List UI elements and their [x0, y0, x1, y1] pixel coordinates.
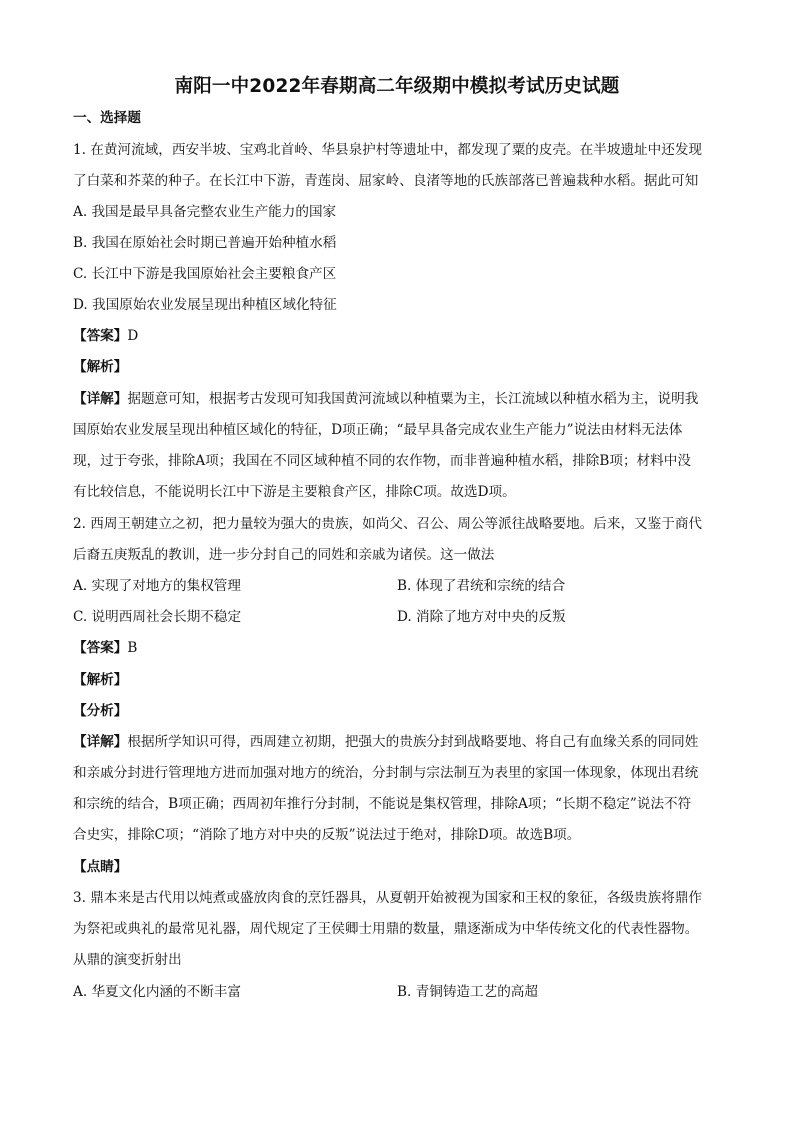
- detail-label: 【详解】: [73, 391, 128, 407]
- answer-label: 【答案】: [73, 640, 128, 656]
- q1-option-d: D. 我国原始农业发展呈现出种植区域化特征: [73, 297, 337, 313]
- q2-analysis-label: 【解析】: [73, 672, 128, 688]
- q3-stem-line-3: 从鼎的演变折射出: [73, 952, 182, 968]
- page-title: 南阳一中2022年春期高二年级期中模拟考试历史试题: [174, 76, 620, 97]
- detail-text: 根据所学知识可得，西周建立初期，把强大的贵族分封到战略要地、将自己有血缘关系的同同姓: [127, 734, 699, 750]
- q3-stem-line-1: 3. 鼎本来是古代用以炖煮或盛放肉食的烹饪器具，从夏朝开始被视为国家和王权的象征，各级贵族将鼎作: [73, 890, 703, 906]
- q1-stem-line-2: 了白菜和芥菜的种子。在长江中下游，青莲岗、屈家岭、良渚等地的氏族部落已普遍栽种水稻。据此可知: [73, 173, 699, 189]
- q1-detail-line-1: [73, 390, 698, 408]
- q1-analysis-label: 【解析】: [73, 359, 128, 375]
- q2-stem-line-1: 2. 西周王朝建立之初，把力量较为强大的贵族，如尚父、召公、周公等派往战略要地。后来，又鉴于商代: [73, 516, 703, 532]
- q1-option-c: C. 长江中下游是我国原始社会主要粮食产区: [73, 266, 337, 282]
- q2-dianjing-label: 【点睛】: [73, 859, 128, 875]
- answer-label: 【答案】: [73, 328, 128, 344]
- q3-stem-line-2: 为祭祀或典礼的最常见礼器，周代规定了王侯卿士用鼎的数量，鼎逐渐成为中华传统文化的代表性器物。: [73, 921, 699, 937]
- detail-text: 据题意可知，根据考古发现可知我国黄河流域以种植粟为主，长江流域以种植水稻为主，说明我: [127, 391, 699, 407]
- q2-option-d: D. 消除了地方对中央的反叛: [397, 609, 566, 625]
- q1-detail-line-3: 现，过于夸张，排除A项；我国在不同区域种植不同的农作物，而非普遍种植水稻，排除B项；材料中没: [73, 453, 691, 469]
- q2-detail-line-2: 和亲戚分封进行管理地方进而加强对地方的统治，分封制与宗法制互为表里的家国一体现象，体现出君统: [73, 765, 699, 781]
- q1-option-b: B. 我国在原始社会时期已普遍开始种植水稻: [73, 235, 337, 251]
- q3-option-b: B. 青铜铸造工艺的高超: [397, 984, 538, 1000]
- q2-option-a: A. 实现了对地方的集权管理: [73, 578, 241, 594]
- q1-detail-line-2: 国原始农业发展呈现出种植区域化的特征，D项正确；“最早具备完成农业生产能力”说法由材料无法体: [73, 422, 683, 438]
- q1-option-a: A. 我国是最早具备完整农业生产能力的国家: [73, 204, 337, 220]
- q2-detail-line-3: 和宗统的结合，B项正确；西周初年推行分封制，不能说是集权管理，排除A项；“长期不稳定”说法不符: [73, 796, 692, 812]
- q2-detail-line-1: [73, 733, 698, 751]
- q2-fenxi-label: 【分析】: [73, 703, 128, 719]
- q1-detail-line-4: 有比较信息，不能说明长江中下游是主要粮食产区，排除C项。故选D项。: [73, 484, 516, 500]
- answer-value: D: [127, 328, 139, 344]
- section-heading: 一、选择题: [73, 110, 141, 126]
- q1-stem-line-1: 1. 在黄河流域，西安半坡、宝鸡北首岭、华县泉护村等遗址中，都发现了粟的皮壳。在半坡遗址中还发现: [73, 142, 703, 158]
- q1-answer: [73, 327, 138, 345]
- answer-value: B: [127, 640, 138, 656]
- q2-answer: [73, 639, 137, 657]
- q2-stem-line-2: 后裔五庚叛乱的教训，进一步分封自己的同姓和亲戚为诸侯。这一做法: [73, 547, 495, 563]
- q2-option-b: B. 体现了君统和宗统的结合: [397, 578, 566, 594]
- detail-label: 【详解】: [73, 734, 128, 750]
- q2-detail-line-4: 合史实，排除C项；“消除了地方对中央的反叛”说法过于绝对，排除D项。故选B项。: [73, 827, 581, 843]
- q2-option-c: C. 说明西周社会长期不稳定: [73, 609, 242, 625]
- q3-option-a: A. 华夏文化内涵的不断丰富: [73, 984, 241, 1000]
